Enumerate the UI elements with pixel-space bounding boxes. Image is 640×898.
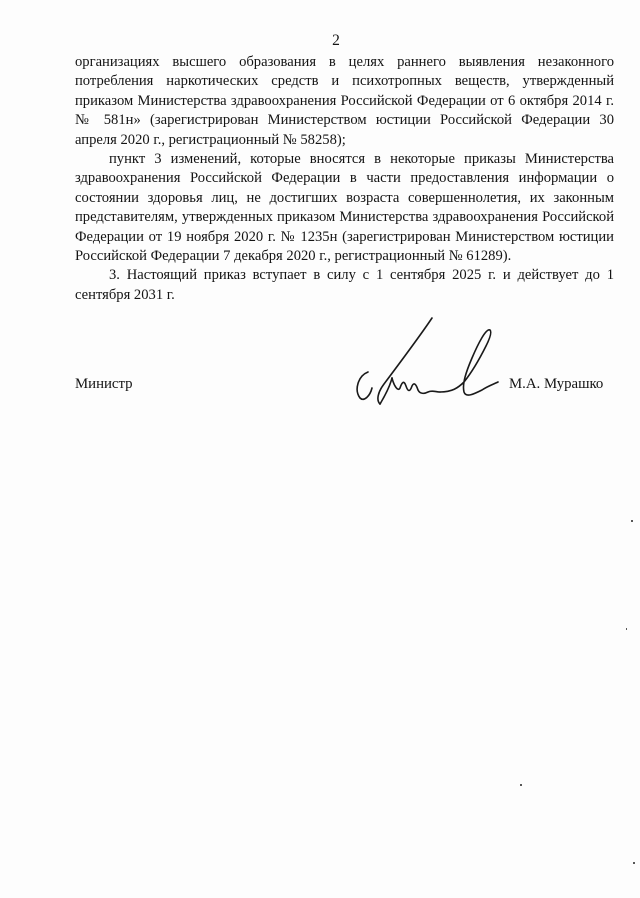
signatory-name: М.А. Мурашко	[509, 376, 604, 392]
scan-speck	[626, 628, 627, 630]
paragraph-effective-date: 3. Настоящий приказ вступает в силу с 1 сентября 2025 г. и действует до 1 сентября 2031 г.	[75, 267, 614, 303]
signatory-position: Министр	[75, 376, 133, 392]
paragraph-continuation: организациях высшего образования в целях раннего выявления незаконного потребления наркотических средств и психотропных веществ, утвержденный приказом Министерства здравоохранения Российской Федерации от 6 октября 2014 г. № 581н» (зарегистрирован Министерством юстиции Российской Федерации 30 апреля 2020 г., регистрационный № 58258);	[75, 54, 614, 148]
page-number: 2	[332, 32, 340, 49]
paragraph-item-3-changes: пункт 3 изменений, которые вносятся в некоторые приказы Министерства здравоохранения Российской Федерации в части предоставления информации о состоянии здоровья лиц, не достигших возраста совершеннолетия, их законным представителям, утвержденных приказом Министерства здравоохранения Российской Федерации от 19 ноября 2020 г. № 1235н (зарегистрирован Министерством юстиции Российской Федерации 7 декабря 2020 г., регистрационный № 61289).	[75, 151, 614, 265]
handwritten-signature	[340, 312, 510, 407]
scan-speck	[631, 520, 633, 522]
scan-speck	[520, 784, 522, 786]
document-body	[75, 53, 614, 305]
scan-speck	[633, 862, 635, 864]
